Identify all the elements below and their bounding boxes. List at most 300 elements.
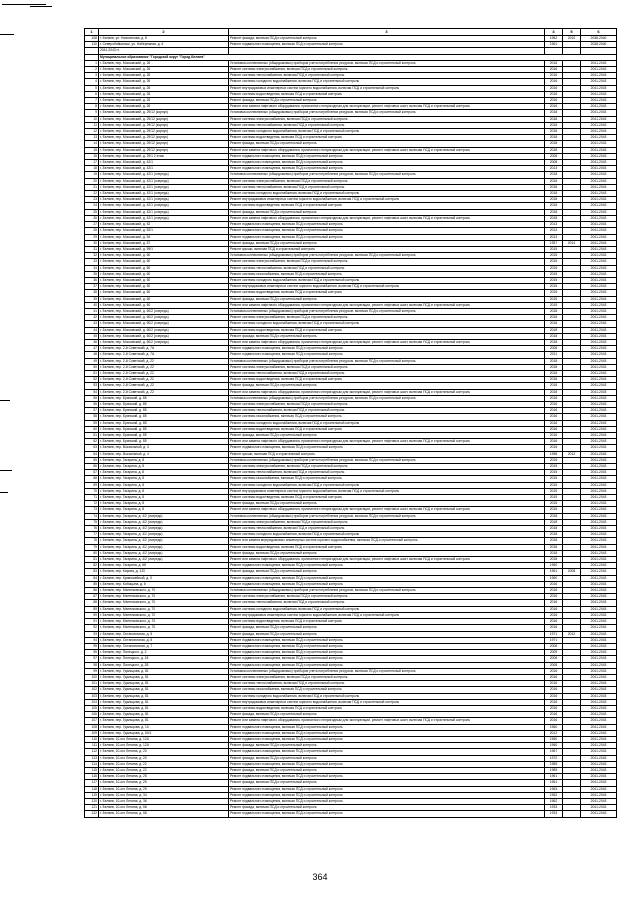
- cell-col-4: 2018: [545, 513, 563, 519]
- cell-col-4: 2015: [545, 482, 563, 488]
- cell-col-6: 2041-2043: [581, 116, 617, 122]
- cell-col-3: Ремонт подвального помещения, включая ПСД и строительный контроль: [229, 563, 545, 569]
- scan-artifact: [30, 6, 52, 7]
- cell-col-6: 2041-2043: [581, 519, 617, 525]
- cell-col-3: Ремонт подвального помещения, включая ПСД и строительный контроль: [229, 643, 545, 649]
- cell-col-2: г. Беляев, пер. Московский, д. 60: [99, 284, 229, 290]
- cell-col-6: 2041-2043: [581, 532, 617, 538]
- cell-col-4: 2018: [545, 526, 563, 532]
- cell-col-4: 1957: [545, 240, 563, 246]
- cell-col-6: 2041-2043: [581, 501, 617, 507]
- cell-col-2: г. Беляев, пер. Кривошейный, д. 3: [99, 575, 229, 581]
- cell-col-6: 2041-2043: [581, 135, 617, 141]
- cell-col-3: Установка коллективных (общедомовых) приборов учета потребления ресурсов, включая ПСД и строительный контроль: [229, 668, 545, 674]
- cell-col-6: 2041-2043: [581, 495, 617, 501]
- cell-col-3: Ремонт системы холодного водоснабжения, включая ПСД и строительный контроль: [229, 129, 545, 135]
- column-number-1: 1: [85, 29, 99, 36]
- cell-col-2: г. Беляев, пер. 2-й Советский, д. 22: [99, 377, 229, 383]
- cell-col-1: 98: [85, 662, 99, 668]
- cell-col-6: 2041-2043: [581, 600, 617, 606]
- cell-col-2: г. Беляев, пер. Московский, д. 29/12 (корпус): [99, 122, 229, 128]
- cell-col-2: г. Беляев, пер. Московский, д. 42/1 (очередь): [99, 191, 229, 197]
- cell-col-6: 2041-2043: [581, 370, 617, 376]
- cell-col-3: Ремонт фасада, включая ПСД и строительный контроль: [229, 433, 545, 439]
- cell-col-2: г. Беляев, 10-ого Ленина, д. 12А: [99, 743, 229, 749]
- column-number-3: 3: [229, 29, 545, 36]
- cell-col-2: г. Беляев, пер. Московский, д. 29/12 (корпус): [99, 135, 229, 141]
- cell-col-3: Ремонт фасада, включая ПСД и строительный контроль: [229, 550, 545, 556]
- cell-col-4: 2015: [545, 246, 563, 252]
- cell-col-1: 93: [85, 631, 99, 637]
- cell-col-2: г. Беляев, пер. Брянский, д. 85: [99, 420, 229, 426]
- cell-col-3: Ремонт системы газоснабжения, включая ПСД и строительный контроль: [229, 476, 545, 482]
- cell-col-3: Ремонт или замена лифтового оборудования, признанного непригодным для эксплуатации, ремонт лифтовых шахт, включая ПСД и строительный контроль: [229, 439, 545, 445]
- cell-col-3: Установка коллективных (общедомовых) приборов учета потребления ресурсов, включая ПСД и строительный контроль: [229, 395, 545, 401]
- cell-col-1: 11: [85, 122, 99, 128]
- cell-col-2: г. Беляев, пер. Московский, д. 29/12 (корпус): [99, 110, 229, 116]
- cell-col-3: Ремонт фасада, включая ПСД и строительный контроль: [229, 209, 545, 215]
- cell-col-2: г. Беляев, 10-ого Ленина, д. 29: [99, 786, 229, 792]
- cell-col-1: 43: [85, 321, 99, 327]
- cell-col-1: 69: [85, 482, 99, 488]
- cell-col-2: г. Беляев, пер. Московский, д. 60: [99, 296, 229, 302]
- cell-col-1: 71: [85, 495, 99, 501]
- cell-col-3: Ремонт или замена лифтового оборудования, признанного непригодным для эксплуатации, ремонт лифтовых шахт, включая ПСД и строительный контроль: [229, 215, 545, 221]
- cell-col-3: Установка коллективных (общедомовых) приборов учета потребления ресурсов, включая ПСД и строительный контроль: [229, 457, 545, 463]
- cell-col-3: Ремонт подвального помещения, включая ПСД и строительный контроль: [229, 662, 545, 668]
- cell-col-3: Ремонт подвального помещения, включая ПСД и строительный контроль: [229, 445, 545, 451]
- cell-col-1: 102: [85, 687, 99, 693]
- cell-col-4: 2016: [545, 687, 563, 693]
- cell-col-1: 2: [85, 67, 99, 73]
- cell-col-1: 85: [85, 581, 99, 587]
- cell-col-6: 2041-2043: [581, 476, 617, 482]
- cell-col-3: Ремонт системы водоотведения, включая ПСД и строительный контроль: [229, 377, 545, 383]
- cell-col-1: 63: [85, 445, 99, 451]
- cell-col-1: 54: [85, 389, 99, 395]
- cell-col-4: 2013: [545, 234, 563, 240]
- cell-col-3: Ремонт системы водоотведения, включая ПСД и строительный контроль: [229, 619, 545, 625]
- cell-col-3: Ремонт или замена лифтового оборудования, признанного непригодным для эксплуатации, ремонт лифтовых шахт, включая ПСД и строительный контроль: [229, 339, 545, 345]
- cell-col-1: 42: [85, 315, 99, 321]
- cell-col-4: 2015: [545, 253, 563, 259]
- cell-col-2: г. Беляев, пер. Вокзальный, д. 4: [99, 445, 229, 451]
- cell-col-2: г. Беляев, пер. Брянский, д. 85: [99, 395, 229, 401]
- cell-col-3: Ремонт фасада, включая ПСД и строительный контроль: [229, 743, 545, 749]
- cell-col-1: 60: [85, 426, 99, 432]
- cell-col-4: 2016: [545, 420, 563, 426]
- cell-col-6: 2041-2043: [581, 414, 617, 420]
- cell-col-4: 2015: [545, 290, 563, 296]
- cell-col-1: 21: [85, 184, 99, 190]
- cell-col-6: 2041-2043: [581, 445, 617, 451]
- cell-col-2: г. Беляев, пер. Московский, д. 60: [99, 271, 229, 277]
- cell-col-6: 2041-2043: [581, 786, 617, 792]
- cell-col-4: 2016: [545, 60, 563, 66]
- cell-col-6: 2041-2043: [581, 327, 617, 333]
- cell-col-4: 1971: [545, 631, 563, 637]
- cell-col-2: г. Беляев, пер. Остановочная, д. 5: [99, 637, 229, 643]
- cell-col-6: 2041-2043: [581, 358, 617, 364]
- cell-col-1: 37: [85, 284, 99, 290]
- cell-col-3: Ремонт системы теплоснабжения, включая ПСД и строительный контроль: [229, 73, 545, 79]
- cell-col-3: Ремонт системы электроснабжения, включая ПСД и строительный контроль: [229, 519, 545, 525]
- cell-col-1: 105: [85, 705, 99, 711]
- cell-col-6: 2041-2043: [581, 401, 617, 407]
- cell-col-1: 81: [85, 557, 99, 563]
- cell-col-4: 2016: [545, 718, 563, 724]
- cell-col-2: г. Беляев, пер. Московский, д. 60: [99, 302, 229, 308]
- cell-col-3: Ремонт подвального помещения, включая ПСД и строительный контроль: [229, 228, 545, 234]
- cell-col-6: 2041-2043: [581, 761, 617, 767]
- cell-col-1: 23: [85, 197, 99, 203]
- cell-col-2: г. Беляев, пер. Московский, д. 42/1 (очередь): [99, 209, 229, 215]
- cell-col-4: 2016: [545, 699, 563, 705]
- cell-col-3: Ремонт системы теплоснабжения, включая ПСД и строительный контроль: [229, 600, 545, 606]
- cell-col-6: 2041-2043: [581, 736, 617, 742]
- cell-col-2: г. Беляев, пер. Удальцова, д. 81: [99, 718, 229, 724]
- cell-col-1: 9: [85, 110, 99, 116]
- cell-col-3: Установка коллективных (общедомовых) приборов учета потребления ресурсов, включая ПСД и строительный контроль: [229, 253, 545, 259]
- cell-col-3: Ремонт или замена лифтового оборудования, признанного непригодным для эксплуатации, ремонт лифтовых шахт, включая ПСД и строительный контроль: [229, 507, 545, 513]
- cell-col-4: 1960: [545, 743, 563, 749]
- cell-col-6: 2041-2043: [581, 296, 617, 302]
- cell-col-2: г. Беляев, пер. Пилецкого, д. 18: [99, 656, 229, 662]
- cell-col-2: г. Беляев, пер. Гагарина, д. 4/2 (очередь): [99, 513, 229, 519]
- cell-col-4: 2016: [545, 693, 563, 699]
- cell-col-6: 2041-2043: [581, 346, 617, 352]
- cell-col-6: 2041-2043: [581, 277, 617, 283]
- cell-col-2: г. Беляев, пер. 2-й Советский, д. 22: [99, 389, 229, 395]
- cell-col-4: 2013: [545, 228, 563, 234]
- cell-col-6: 2038-2040: [581, 36, 617, 42]
- cell-col-4: 1933: [545, 805, 563, 811]
- cell-col-1: 103: [85, 693, 99, 699]
- cell-col-6: 2041-2043: [581, 755, 617, 761]
- cell-col-6: 2041-2043: [581, 98, 617, 104]
- cell-col-4: 2018: [545, 209, 563, 215]
- cell-col-1: 79: [85, 544, 99, 550]
- cell-col-3: Ремонт системы газоснабжения, включая ПСД и строительный контроль: [229, 414, 545, 420]
- cell-col-3: Ремонт фасада, включая ПСД и строительный контроль: [229, 141, 545, 147]
- cell-col-3: Ремонт фасада, включая ПСД и строительный контроль: [229, 767, 545, 773]
- cell-col-3: Ремонт фасада, включая ПСД и строительный контроль: [229, 631, 545, 637]
- cell-col-3: Ремонт подвального помещения, включая ПСД и строительный контроль: [229, 234, 545, 240]
- cell-col-6: 2041-2043: [581, 129, 617, 135]
- cell-col-5: 2012: [563, 631, 581, 637]
- cell-col-2: г. Беляев, пер. Кирова, д. 120: [99, 569, 229, 575]
- cell-col-1: 82: [85, 563, 99, 569]
- cell-col-1: 44: [85, 327, 99, 333]
- cell-col-5: 2008: [563, 569, 581, 575]
- cell-col-1: 78: [85, 538, 99, 544]
- cell-col-4: 2016: [545, 668, 563, 674]
- cell-col-1: 32: [85, 253, 99, 259]
- cell-col-6: 2041-2043: [581, 333, 617, 339]
- cell-col-5: 2010: [563, 36, 581, 42]
- cell-col-3: Ремонт системы холодного водоснабжения, включая ПСД и строительный контроль: [229, 420, 545, 426]
- cell-col-4: 2018: [545, 370, 563, 376]
- cell-col-4: 2018: [545, 321, 563, 327]
- cell-col-3: Ремонт фасада, включая ПСД и строительный контроль: [229, 712, 545, 718]
- cell-col-1: 30: [85, 240, 99, 246]
- cell-col-2: г. Беляев, пер. Удальцова, д. 81: [99, 705, 229, 711]
- cell-col-1: 8: [85, 104, 99, 110]
- cell-col-3: Ремонт системы электроснабжения, включая ПСД и строительный контроль: [229, 674, 545, 680]
- cell-col-2: г. Беляев, пер. Московский, д. 60: [99, 290, 229, 296]
- cell-col-6: 2041-2043: [581, 426, 617, 432]
- cell-col-1: 20: [85, 178, 99, 184]
- cell-col-2: г. Беляев, пер. Московский, д. 52/1: [99, 228, 229, 234]
- cell-col-4: 2015: [545, 284, 563, 290]
- cell-col-2: г. Беляев, пер. Брянский, д. 85: [99, 401, 229, 407]
- cell-col-1: 13: [85, 135, 99, 141]
- cell-col-6: 2041-2043: [581, 265, 617, 271]
- cell-col-4: 2016: [545, 85, 563, 91]
- cell-col-6: 2041-2043: [581, 389, 617, 395]
- cell-col-1: 7: [85, 98, 99, 104]
- cell-col-3: Ремонт фасада, включая ПСД и строительный контроль: [229, 755, 545, 761]
- cell-col-1: 77: [85, 532, 99, 538]
- cell-col-3: Ремонт системы электроснабжения, включая ПСД и строительный контроль: [229, 464, 545, 470]
- cell-col-3: Ремонт системы холодного водоснабжения, включая ПСД и строительный контроль: [229, 191, 545, 197]
- cell-col-6: 2041-2043: [581, 271, 617, 277]
- cell-col-4: 2018: [545, 308, 563, 314]
- cell-col-6: 2041-2043: [581, 160, 617, 166]
- cell-col-3: Ремонт системы теплоснабжения, включая ПСД и строительный контроль: [229, 184, 545, 190]
- cell-col-6: 2041-2043: [581, 191, 617, 197]
- cell-col-4: 2015: [545, 495, 563, 501]
- cell-col-2: г. Беляев, пер. Удальцова, д. 81: [99, 668, 229, 674]
- cell-col-6: 2041-2043: [581, 749, 617, 755]
- cell-col-1: 115: [85, 767, 99, 773]
- cell-col-1: 100: [85, 674, 99, 680]
- cell-col-2: г. Беляев, пер. Московский, д. 42/1 (очередь): [99, 203, 229, 209]
- cell-col-6: 2041-2043: [581, 73, 617, 79]
- cell-col-4: 1962: [545, 798, 563, 804]
- cell-col-1: 110: [85, 42, 99, 48]
- table-row: [85, 811, 617, 817]
- cell-col-4: 2015: [545, 457, 563, 463]
- cell-col-3: Ремонт фасада, включая ПСД и строительный контроль: [229, 333, 545, 339]
- cell-col-6: 2041-2043: [581, 662, 617, 668]
- cell-col-3: Ремонт системы водоотведения, включая ПСД и строительный контроль: [229, 705, 545, 711]
- cell-col-3: Установка коллективных (общедомовых) приборов учета потребления ресурсов, включая ПСД и строительный контроль: [229, 513, 545, 519]
- column-number-4: 4: [545, 29, 563, 36]
- cell-col-2: г. Беляев, 10-ого Ленина, д. 12А: [99, 736, 229, 742]
- cell-col-1: 46: [85, 339, 99, 345]
- cell-col-6: 2041-2043: [581, 104, 617, 110]
- scan-artifact: [0, 400, 10, 401]
- cell-col-3: Ремонт системы электроснабжения, включая ПСД и строительный контроль: [229, 401, 545, 407]
- cell-col-6: 2041-2043: [581, 730, 617, 736]
- cell-col-2: г. Беляев, пер. Московский, д. 29/12 (корпус): [99, 147, 229, 153]
- cell-col-6: 2041-2043: [581, 228, 617, 234]
- cell-col-4: 1961: [545, 42, 563, 48]
- cell-col-3: Ремонт фасада, включая ПСД и строительный контроль: [229, 240, 545, 246]
- cell-col-4: 1960: [545, 563, 563, 569]
- cell-col-3: Ремонт системы электроснабжения, включая ПСД и строительный контроль: [229, 259, 545, 265]
- cell-col-6: 2041-2043: [581, 712, 617, 718]
- cell-col-4: 2018: [545, 339, 563, 345]
- cell-col-4: 2009: [545, 650, 563, 656]
- cell-col-3: Ремонт подвального помещения, включая ПСД и строительный контроль: [229, 650, 545, 656]
- cell-col-1: 112: [85, 749, 99, 755]
- cell-col-3: Ремонт подвального помещения, включая ПСД и строительный контроль: [229, 581, 545, 587]
- cell-col-1: 70: [85, 488, 99, 494]
- cell-col-3: Ремонт системы водоотведения, включая ПСД и строительный контроль: [229, 544, 545, 550]
- cell-col-3: Ремонт фасада, включая ПСД и строительный контроль: [229, 625, 545, 631]
- cell-col-3: Установка коллективных (общедомовых) приборов учета потребления ресурсов, включая ПСД и строительный контроль: [229, 588, 545, 594]
- cell-col-3: Ремонт системы холодного водоснабжения, включая ПСД и строительный контроль: [229, 79, 545, 85]
- cell-col-3: Ремонт системы водоотведения, включая ПСД и строительный контроль: [229, 203, 545, 209]
- cell-col-4: 1963: [545, 786, 563, 792]
- cell-col-1: 15: [85, 147, 99, 153]
- cell-col-2: г. Беляев, 10-ого Ленина, д. 58: [99, 811, 229, 817]
- cell-col-4: 2015: [545, 271, 563, 277]
- cell-col-1: 28: [85, 228, 99, 234]
- cell-col-6: 2041-2043: [581, 395, 617, 401]
- cell-col-6: 2041-2043: [581, 85, 617, 91]
- cell-col-6: 2041-2043: [581, 619, 617, 625]
- cell-col-2: г. Беляев, пер. Гагарина, д. 8: [99, 476, 229, 482]
- cell-col-4: 2015: [545, 265, 563, 271]
- cell-col-2: г. Беляев, пер. Остановочная, д. 7: [99, 643, 229, 649]
- cell-col-6: 2041-2043: [581, 67, 617, 73]
- cell-col-4: 2016: [545, 104, 563, 110]
- cell-col-6: 2041-2043: [581, 184, 617, 190]
- cell-col-4: 2016: [545, 606, 563, 612]
- cell-col-3: Ремонт подвального помещения, включая ПСД и строительный контроль: [229, 160, 545, 166]
- cell-col-2: г. Беляев, пер. Удальцова, д. 81: [99, 712, 229, 718]
- column-number-header-row: [85, 29, 617, 36]
- cell-col-1: 58: [85, 414, 99, 420]
- cell-col-4: 2016: [545, 395, 563, 401]
- cell-col-2: г. Беляев, пер. Московский, д. 26: [99, 60, 229, 66]
- cell-col-3: Ремонт системы теплоснабжения, включая ПСД и строительный контроль: [229, 122, 545, 128]
- cell-col-6: 2041-2043: [581, 457, 617, 463]
- cell-col-1: 33: [85, 259, 99, 265]
- cell-col-6: 2041-2043: [581, 643, 617, 649]
- cell-col-4: 1989: [545, 767, 563, 773]
- cell-col-4: 2018: [545, 178, 563, 184]
- cell-col-4: 2008: [545, 656, 563, 662]
- cell-col-1: 19: [85, 172, 99, 178]
- cell-col-1: 64: [85, 451, 99, 457]
- cell-col-6: 2041-2043: [581, 451, 617, 457]
- cell-col-6: 2038-2040: [581, 42, 617, 48]
- cell-col-4: 2013: [545, 166, 563, 172]
- cell-col-3: Ремонт системы теплоснабжения, включая ПСД и строительный контроль: [229, 681, 545, 687]
- cell-col-4: 2016: [545, 625, 563, 631]
- cell-col-2: г. Беляев, пер. Гагарина, д. 68: [99, 563, 229, 569]
- cell-col-3: Ремонт подвального помещения, включая ПСД и строительный контроль: [229, 153, 545, 159]
- cell-col-3: Ремонт системы водоотведения, включая ПСД и строительный контроль: [229, 91, 545, 97]
- cell-col-1: 119: [85, 792, 99, 798]
- cell-col-1: 62: [85, 439, 99, 445]
- cell-col-1: 122: [85, 811, 99, 817]
- cell-col-4: 2016: [545, 612, 563, 618]
- cell-col-2: г. Беляев, пер. Гагарина, д. 8: [99, 495, 229, 501]
- cell-col-2: г. Беляев, пер. Меленковского, д. 70: [99, 594, 229, 600]
- cell-col-2: г. Беляев, пер. Московский, д. 26: [99, 73, 229, 79]
- cell-col-3: Ремонт системы теплоснабжения, включая ПСД и строительный контроль: [229, 265, 545, 271]
- cell-col-4: 2008: [545, 160, 563, 166]
- cell-col-6: 2041-2043: [581, 544, 617, 550]
- cell-col-2: г. Беляев, пер. Московский, д. 42/1: [99, 166, 229, 172]
- cell-col-4: 1961: [545, 569, 563, 575]
- cell-col-4: 2011: [545, 352, 563, 358]
- cell-col-3: Ремонт фасада, включая ПСД и строительный контроль: [229, 383, 545, 389]
- cell-col-2: г. Беляев, пер. Удальцова, д. 81: [99, 674, 229, 680]
- cell-col-4: 2018: [545, 377, 563, 383]
- cell-col-2: г. Беляев, пер. Московский, д. 42/1 (очередь): [99, 197, 229, 203]
- cell-col-6: 2041-2043: [581, 687, 617, 693]
- cell-col-4: 2018: [545, 141, 563, 147]
- cell-col-4: 2016: [545, 67, 563, 73]
- cell-col-4: 2018: [545, 215, 563, 221]
- cell-col-2: г. Беляев, пер. Брянский, д. 85: [99, 439, 229, 445]
- cell-col-1: 47: [85, 346, 99, 352]
- cell-col-6: 2041-2043: [581, 569, 617, 575]
- cell-col-3: Ремонт подвального помещения, включая ПСД и строительный контроль: [229, 730, 545, 736]
- cell-col-1: 22: [85, 191, 99, 197]
- cell-col-6: 2041-2043: [581, 315, 617, 321]
- cell-col-6: 2041-2043: [581, 253, 617, 259]
- cell-col-3: Ремонт или замена лифтового оборудования, признанного непригодным для эксплуатации, ремонт лифтовых шахт, включая ПСД и строительный контроль: [229, 147, 545, 153]
- cell-col-3: Ремонт фасада, включая ПСД и строительный контроль: [229, 36, 545, 42]
- cell-col-3: Ремонт системы водоотведения, включая ПСД и строительный контроль: [229, 327, 545, 333]
- cell-col-1: 29: [85, 234, 99, 240]
- cell-col-6: 2041-2043: [581, 650, 617, 656]
- cell-col-3: Установка коллективных (общедомовых) приборов учета потребления ресурсов, включая ПСД и строительный контроль: [229, 358, 545, 364]
- cell-col-4: 2016: [545, 712, 563, 718]
- cell-col-1: 59: [85, 420, 99, 426]
- cell-col-6: 2041-2043: [581, 364, 617, 370]
- cell-col-6: 2041-2043: [581, 153, 617, 159]
- cell-col-2: г. Беляев, пер. Московский, д. 42/1 (очередь): [99, 172, 229, 178]
- cell-col-1: 61: [85, 433, 99, 439]
- scan-artifact: [0, 470, 12, 471]
- cell-col-2: г. Беляев, пер. Московский, д. 26: [99, 91, 229, 97]
- cell-col-6: 2041-2043: [581, 222, 617, 228]
- cell-col-3: Ремонт подвального помещения, включая ПСД и строительный контроль: [229, 792, 545, 798]
- cell-col-1: 72: [85, 501, 99, 507]
- cell-col-2: г. Беляев, пер. Московский, д. 26: [99, 79, 229, 85]
- cell-col-4: 2018: [545, 544, 563, 550]
- cell-col-4: 2016: [545, 401, 563, 407]
- cell-col-2: г. Беляев, пер. Московский, д. 60: [99, 277, 229, 283]
- cell-col-1: 109: [85, 730, 99, 736]
- cell-col-3: Ремонт системы теплоснабжения, включая ПСД и строительный контроль: [229, 408, 545, 414]
- cell-col-6: 2041-2043: [581, 625, 617, 631]
- cell-col-2: г. Беляев, пер. Брянский, д. 85: [99, 433, 229, 439]
- cell-col-1: 53: [85, 383, 99, 389]
- cell-col-4: 2018: [545, 557, 563, 563]
- cell-col-6: 2041-2043: [581, 513, 617, 519]
- cell-col-4: 2015: [545, 470, 563, 476]
- cell-col-2: г. Беляев, пер. Гагарина, д. 8: [99, 507, 229, 513]
- cell-col-3: Ремонт внутридомовых инженерных систем горячего водоснабжения, включая ПСД и строительный контроль: [229, 85, 545, 91]
- cell-col-6: 2041-2043: [581, 147, 617, 153]
- scan-artifact: [0, 492, 8, 493]
- cell-col-1: 51: [85, 370, 99, 376]
- cell-col-1: 118: [85, 786, 99, 792]
- cell-col-2: г. Беляев, пер. Московский, д. 29/12 (корпус): [99, 116, 229, 122]
- cell-col-2: г. Беляев, пер. 2-й Советский, д. 7А: [99, 346, 229, 352]
- cell-col-2: г. Беляев, пер. Московский, д. 60: [99, 259, 229, 265]
- cell-col-6: 2041-2043: [581, 240, 617, 246]
